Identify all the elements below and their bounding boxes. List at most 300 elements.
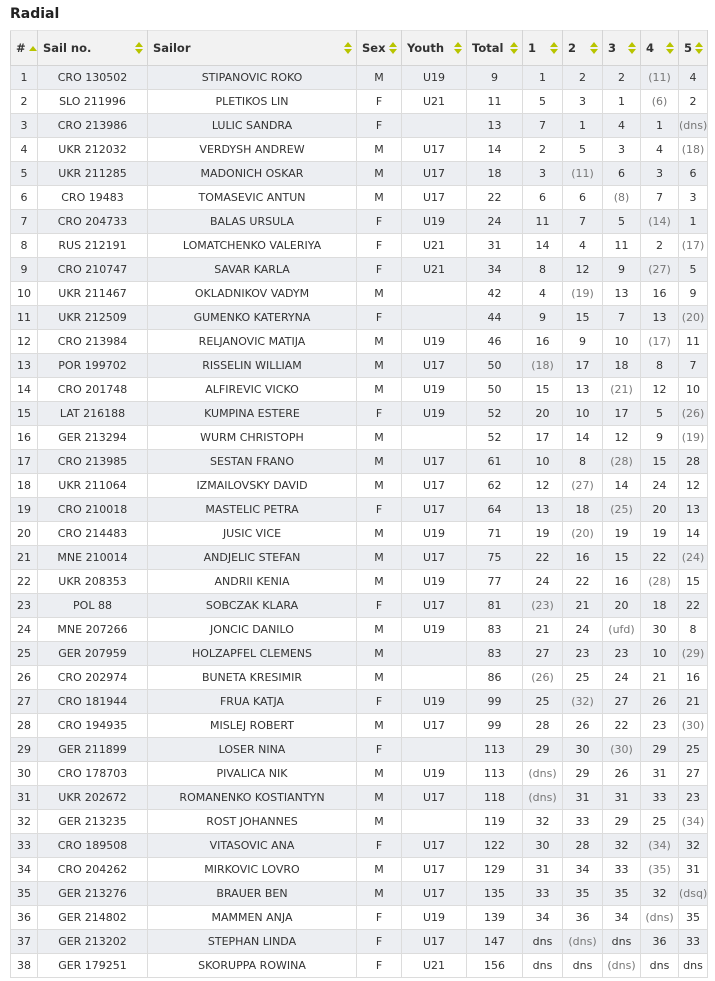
cell-r2: dns (563, 954, 603, 978)
cell-sailor: PLETIKOS LIN (148, 90, 357, 114)
cell-rank: 28 (11, 714, 38, 738)
cell-r3: 24 (603, 666, 641, 690)
cell-sail: CRO 130502 (38, 66, 148, 90)
cell-sailor: STEPHAN LINDA (148, 930, 357, 954)
cell-total: 18 (467, 162, 523, 186)
cell-sail: GER 179251 (38, 954, 148, 978)
cell-sailor: LULIC SANDRA (148, 114, 357, 138)
cell-r2: 1 (563, 114, 603, 138)
cell-r5: (20) (679, 306, 708, 330)
cell-sex: M (357, 618, 402, 642)
cell-sail: CRO 19483 (38, 186, 148, 210)
cell-sex: M (357, 858, 402, 882)
cell-r1: 10 (523, 450, 563, 474)
cell-rank: 22 (11, 570, 38, 594)
cell-r4: 36 (641, 930, 679, 954)
cell-r1: 25 (523, 690, 563, 714)
cell-r1: 28 (523, 714, 563, 738)
cell-sex: F (357, 738, 402, 762)
cell-youth: U19 (402, 66, 467, 90)
cell-sailor: TOMASEVIC ANTUN (148, 186, 357, 210)
table-row (11, 234, 708, 258)
table-row (11, 786, 708, 810)
cell-sail: CRO 210747 (38, 258, 148, 282)
table-row (11, 258, 708, 282)
cell-sex: M (357, 714, 402, 738)
cell-total: 113 (467, 762, 523, 786)
cell-youth: U17 (402, 450, 467, 474)
cell-total: 34 (467, 258, 523, 282)
cell-sailor: HOLZAPFEL CLEMENS (148, 642, 357, 666)
cell-rank: 20 (11, 522, 38, 546)
cell-r2: 35 (563, 882, 603, 906)
cell-total: 22 (467, 186, 523, 210)
cell-r3: (28) (603, 450, 641, 474)
cell-r2: (dns) (563, 930, 603, 954)
cell-r4: 7 (641, 186, 679, 210)
cell-r1: 1 (523, 66, 563, 90)
cell-r2: 13 (563, 378, 603, 402)
cell-r4: 2 (641, 234, 679, 258)
cell-sailor: JUSIC VICE (148, 522, 357, 546)
cell-sailor: JONCIC DANILO (148, 618, 357, 642)
cell-total: 119 (467, 810, 523, 834)
cell-sex: M (357, 450, 402, 474)
cell-total: 86 (467, 666, 523, 690)
sort-arrows-icon (389, 42, 397, 54)
cell-r3: 35 (603, 882, 641, 906)
cell-r4: 30 (641, 618, 679, 642)
table-row (11, 66, 708, 90)
cell-sail: LAT 216188 (38, 402, 148, 426)
table-row (11, 186, 708, 210)
page-title: Radial (10, 6, 60, 22)
cell-r2: 22 (563, 570, 603, 594)
cell-youth: U19 (402, 906, 467, 930)
table-row (11, 738, 708, 762)
cell-sail: UKR 211467 (38, 282, 148, 306)
cell-rank: 33 (11, 834, 38, 858)
cell-sail: CRO 181944 (38, 690, 148, 714)
column-label: Sailor (153, 41, 191, 55)
cell-r5: 23 (679, 786, 708, 810)
cell-sex: M (357, 66, 402, 90)
cell-r3: (dns) (603, 954, 641, 978)
cell-sex: F (357, 90, 402, 114)
cell-r5: 14 (679, 522, 708, 546)
cell-sail: POL 88 (38, 594, 148, 618)
cell-total: 81 (467, 594, 523, 618)
column-header-r5[interactable] (679, 31, 708, 66)
cell-youth: U17 (402, 186, 467, 210)
cell-total: 24 (467, 210, 523, 234)
cell-sail: GER 211899 (38, 738, 148, 762)
cell-rank: 24 (11, 618, 38, 642)
cell-r2: 15 (563, 306, 603, 330)
cell-youth: U17 (402, 594, 467, 618)
cell-r1: 29 (523, 738, 563, 762)
cell-r5: 15 (679, 570, 708, 594)
cell-sex: F (357, 930, 402, 954)
cell-total: 75 (467, 546, 523, 570)
column-header-r3[interactable] (603, 31, 641, 66)
cell-r5: (18) (679, 138, 708, 162)
cell-sex: M (357, 162, 402, 186)
cell-youth: U19 (402, 522, 467, 546)
table-row (11, 570, 708, 594)
cell-r3: 19 (603, 522, 641, 546)
cell-sail: GER 213276 (38, 882, 148, 906)
cell-r1: dns (523, 954, 563, 978)
cell-r3: 27 (603, 690, 641, 714)
cell-sail: UKR 202672 (38, 786, 148, 810)
column-label: 1 (528, 41, 537, 55)
cell-r4: (dns) (641, 906, 679, 930)
cell-r5: (34) (679, 810, 708, 834)
cell-sex: M (357, 642, 402, 666)
cell-r5: 31 (679, 858, 708, 882)
cell-r4: 19 (641, 522, 679, 546)
cell-r3: 11 (603, 234, 641, 258)
cell-r3: 1 (603, 90, 641, 114)
column-header-r4[interactable] (641, 31, 679, 66)
sort-arrows-icon (344, 42, 352, 54)
cell-r3: 20 (603, 594, 641, 618)
cell-total: 129 (467, 858, 523, 882)
cell-youth (402, 666, 467, 690)
cell-r3: 14 (603, 474, 641, 498)
cell-r1: 6 (523, 186, 563, 210)
cell-sex: M (357, 186, 402, 210)
cell-youth: U19 (402, 618, 467, 642)
cell-r1: 3 (523, 162, 563, 186)
results-table (10, 30, 708, 978)
table-row (11, 882, 708, 906)
cell-r3: 16 (603, 570, 641, 594)
cell-r4: 3 (641, 162, 679, 186)
cell-r5: 12 (679, 474, 708, 498)
cell-r2: (20) (563, 522, 603, 546)
cell-rank: 5 (11, 162, 38, 186)
cell-r3: 22 (603, 714, 641, 738)
cell-youth: U21 (402, 258, 467, 282)
cell-sex: F (357, 234, 402, 258)
cell-sail: SLO 211996 (38, 90, 148, 114)
cell-r5: 33 (679, 930, 708, 954)
cell-sex: M (357, 786, 402, 810)
cell-rank: 12 (11, 330, 38, 354)
cell-r1: (dns) (523, 786, 563, 810)
cell-r1: 20 (523, 402, 563, 426)
cell-rank: 6 (11, 186, 38, 210)
cell-r4: 18 (641, 594, 679, 618)
cell-sex: F (357, 306, 402, 330)
cell-total: 46 (467, 330, 523, 354)
cell-r2: 25 (563, 666, 603, 690)
cell-sex: M (357, 426, 402, 450)
cell-r4: (34) (641, 834, 679, 858)
table-row (11, 618, 708, 642)
cell-sailor: LOSER NINA (148, 738, 357, 762)
cell-rank: 27 (11, 690, 38, 714)
table-row (11, 858, 708, 882)
cell-sailor: BRAUER BEN (148, 882, 357, 906)
cell-sail: CRO 204733 (38, 210, 148, 234)
cell-r2: 24 (563, 618, 603, 642)
table-row (11, 330, 708, 354)
cell-r4: 26 (641, 690, 679, 714)
cell-sail: MNE 207266 (38, 618, 148, 642)
cell-sex: M (357, 546, 402, 570)
cell-sailor: WURM CHRISTOPH (148, 426, 357, 450)
cell-sex: M (357, 882, 402, 906)
cell-r1: (26) (523, 666, 563, 690)
cell-sex: M (357, 474, 402, 498)
table-body (11, 66, 708, 978)
cell-r5: (17) (679, 234, 708, 258)
cell-r1: 4 (523, 282, 563, 306)
cell-r5: dns (679, 954, 708, 978)
cell-r2: 18 (563, 498, 603, 522)
cell-r1: (18) (523, 354, 563, 378)
cell-rank: 2 (11, 90, 38, 114)
cell-sail: CRO 189508 (38, 834, 148, 858)
cell-sailor: BUNETA KRESIMIR (148, 666, 357, 690)
cell-rank: 35 (11, 882, 38, 906)
cell-sail: CRO 214483 (38, 522, 148, 546)
cell-r4: 5 (641, 402, 679, 426)
cell-rank: 13 (11, 354, 38, 378)
cell-sex: F (357, 210, 402, 234)
cell-total: 83 (467, 618, 523, 642)
cell-r4: (6) (641, 90, 679, 114)
cell-sailor: MISLEJ ROBERT (148, 714, 357, 738)
cell-sex: M (357, 378, 402, 402)
cell-youth: U19 (402, 570, 467, 594)
cell-r5: (24) (679, 546, 708, 570)
cell-r1: 32 (523, 810, 563, 834)
table-row (11, 522, 708, 546)
cell-r3: 32 (603, 834, 641, 858)
cell-rank: 32 (11, 810, 38, 834)
cell-r5: 9 (679, 282, 708, 306)
cell-r5: 8 (679, 618, 708, 642)
cell-sex: F (357, 690, 402, 714)
cell-total: 9 (467, 66, 523, 90)
cell-r5: 27 (679, 762, 708, 786)
cell-r5: 25 (679, 738, 708, 762)
cell-r2: 30 (563, 738, 603, 762)
cell-r2: 31 (563, 786, 603, 810)
cell-r2: 26 (563, 714, 603, 738)
table-row (11, 954, 708, 978)
cell-rank: 8 (11, 234, 38, 258)
column-header-sex[interactable] (357, 31, 402, 66)
cell-r3: 31 (603, 786, 641, 810)
table-row (11, 138, 708, 162)
cell-r3: (30) (603, 738, 641, 762)
cell-youth: U19 (402, 210, 467, 234)
cell-sail: CRO 213986 (38, 114, 148, 138)
cell-youth: U19 (402, 330, 467, 354)
cell-r4: (27) (641, 258, 679, 282)
cell-r4: (14) (641, 210, 679, 234)
table-row (11, 474, 708, 498)
table-row (11, 162, 708, 186)
column-header-youth[interactable] (402, 31, 467, 66)
table-row (11, 906, 708, 930)
cell-r2: 21 (563, 594, 603, 618)
cell-rank: 29 (11, 738, 38, 762)
cell-r1: 7 (523, 114, 563, 138)
cell-r2: 23 (563, 642, 603, 666)
cell-r1: 14 (523, 234, 563, 258)
cell-r4: 1 (641, 114, 679, 138)
cell-youth: U21 (402, 90, 467, 114)
cell-r5: 16 (679, 666, 708, 690)
cell-sail: CRO 178703 (38, 762, 148, 786)
cell-r1: 31 (523, 858, 563, 882)
cell-rank: 25 (11, 642, 38, 666)
cell-r1: 24 (523, 570, 563, 594)
cell-total: 44 (467, 306, 523, 330)
cell-r3: (21) (603, 378, 641, 402)
cell-r1: 12 (523, 474, 563, 498)
cell-sex: F (357, 834, 402, 858)
table-row (11, 834, 708, 858)
cell-r1: 22 (523, 546, 563, 570)
cell-youth: U17 (402, 786, 467, 810)
cell-r1: (23) (523, 594, 563, 618)
cell-r4: dns (641, 954, 679, 978)
cell-r3: 26 (603, 762, 641, 786)
cell-r1: 13 (523, 498, 563, 522)
cell-r1: 9 (523, 306, 563, 330)
cell-r3: 3 (603, 138, 641, 162)
cell-youth: U19 (402, 378, 467, 402)
cell-r1: 5 (523, 90, 563, 114)
cell-rank: 18 (11, 474, 38, 498)
cell-rank: 37 (11, 930, 38, 954)
cell-r1: 27 (523, 642, 563, 666)
cell-r4: (28) (641, 570, 679, 594)
cell-rank: 21 (11, 546, 38, 570)
cell-sailor: MASTELIC PETRA (148, 498, 357, 522)
cell-sail: UKR 208353 (38, 570, 148, 594)
column-header-rank[interactable] (11, 31, 38, 66)
cell-r4: (17) (641, 330, 679, 354)
cell-total: 62 (467, 474, 523, 498)
table-row (11, 402, 708, 426)
cell-r5: 11 (679, 330, 708, 354)
cell-sex: M (357, 762, 402, 786)
column-header-sail[interactable] (38, 31, 148, 66)
cell-r3: 34 (603, 906, 641, 930)
cell-r2: 5 (563, 138, 603, 162)
cell-r3: (25) (603, 498, 641, 522)
column-header-r2[interactable] (563, 31, 603, 66)
cell-sailor: KUMPINA ESTERE (148, 402, 357, 426)
sort-arrows-icon (628, 42, 636, 54)
table-row (11, 378, 708, 402)
cell-sailor: ROST JOHANNES (148, 810, 357, 834)
cell-sail: GER 207959 (38, 642, 148, 666)
cell-r2: 36 (563, 906, 603, 930)
cell-youth (402, 306, 467, 330)
table-row (11, 114, 708, 138)
cell-r4: 25 (641, 810, 679, 834)
column-header-r1[interactable] (523, 31, 563, 66)
cell-rank: 34 (11, 858, 38, 882)
cell-r1: 2 (523, 138, 563, 162)
column-header-total[interactable] (467, 31, 523, 66)
cell-r4: 21 (641, 666, 679, 690)
cell-r1: (dns) (523, 762, 563, 786)
cell-sex: M (357, 570, 402, 594)
cell-sail: UKR 212032 (38, 138, 148, 162)
cell-r5: 28 (679, 450, 708, 474)
cell-rank: 23 (11, 594, 38, 618)
cell-sailor: ANDJELIC STEFAN (148, 546, 357, 570)
cell-youth: U17 (402, 546, 467, 570)
cell-sailor: VERDYSH ANDREW (148, 138, 357, 162)
cell-sailor: RISSELIN WILLIAM (148, 354, 357, 378)
cell-sailor: BALAS URSULA (148, 210, 357, 234)
cell-r2: 8 (563, 450, 603, 474)
cell-sail: CRO 201748 (38, 378, 148, 402)
cell-r3: 9 (603, 258, 641, 282)
sort-ascending-icon (29, 46, 37, 51)
cell-youth: U17 (402, 930, 467, 954)
cell-rank: 7 (11, 210, 38, 234)
cell-total: 71 (467, 522, 523, 546)
cell-r3: 10 (603, 330, 641, 354)
cell-r3: 7 (603, 306, 641, 330)
column-label: 2 (568, 41, 577, 55)
cell-sex: M (357, 138, 402, 162)
cell-total: 52 (467, 402, 523, 426)
cell-sail: CRO 213985 (38, 450, 148, 474)
cell-sail: RUS 212191 (38, 234, 148, 258)
cell-r2: (19) (563, 282, 603, 306)
cell-youth: U17 (402, 498, 467, 522)
cell-r5: 10 (679, 378, 708, 402)
column-header-sailor[interactable] (148, 31, 357, 66)
cell-r5: 6 (679, 162, 708, 186)
cell-sail: CRO 202974 (38, 666, 148, 690)
cell-sex: F (357, 954, 402, 978)
sort-arrows-icon (590, 42, 598, 54)
cell-sail: GER 214802 (38, 906, 148, 930)
cell-sail: UKR 211285 (38, 162, 148, 186)
cell-sailor: SESTAN FRANO (148, 450, 357, 474)
cell-r4: 32 (641, 882, 679, 906)
cell-rank: 9 (11, 258, 38, 282)
cell-sailor: MIRKOVIC LOVRO (148, 858, 357, 882)
sort-arrows-icon (135, 42, 143, 54)
table-row (11, 810, 708, 834)
cell-sail: CRO 213984 (38, 330, 148, 354)
cell-r4: 33 (641, 786, 679, 810)
cell-r3: 2 (603, 66, 641, 90)
cell-r2: 3 (563, 90, 603, 114)
cell-sailor: SKORUPPA ROWINA (148, 954, 357, 978)
cell-r4: 15 (641, 450, 679, 474)
cell-sailor: SAVAR KARLA (148, 258, 357, 282)
cell-sex: F (357, 498, 402, 522)
cell-r5: 4 (679, 66, 708, 90)
cell-rank: 11 (11, 306, 38, 330)
